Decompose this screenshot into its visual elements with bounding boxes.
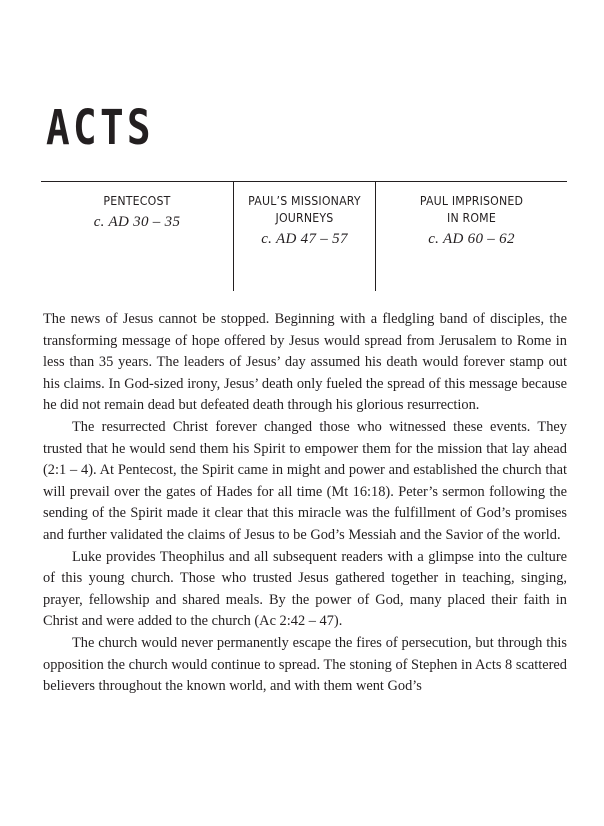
paragraph: Luke provides Theophilus and all subsequent readers with a glimpse into the culture of this young church. Those who trusted Jesus gathered together in teaching, singing, prayer, fellowship and shared meals. By the power of God, many placed their faith in Christ and were added to the church (Ac 2:42 – 47). bbox=[43, 548, 567, 630]
book-title: ACTS bbox=[46, 100, 154, 156]
timeline-period-pentecost bbox=[41, 182, 233, 291]
timeline-period-missionary-journeys bbox=[233, 182, 375, 291]
period-date: c. AD 47 – 57 bbox=[261, 231, 348, 247]
paragraph: The church would never permanently escape the fires of persecution, but through this opposition the church would continue to spread. The stoning of Stephen in Acts 8 scattered believers throughout the known world, and with them went God’s bbox=[43, 634, 567, 695]
timeline-period-imprisoned-rome bbox=[375, 182, 567, 291]
timeline-table bbox=[41, 181, 567, 291]
period-name: PENTECOST bbox=[103, 193, 171, 208]
body-text bbox=[43, 309, 567, 698]
period-date: c. AD 60 – 62 bbox=[428, 231, 515, 247]
paragraph: The resurrected Christ forever changed those who witnessed these events. They trusted that he would send them his Spirit to empower them for the mission that lay ahead (2:1 – 4). At Pentecost, the Spirit came in might and power and established the church that will prevail over the gates of Hades for all time (Mt 16:18). Peter’s sermon following the sending of the Spirit made it clear that this miracle was the fulfillment of God’s promises and further validated the claims of Jesus to be God’s Messiah and the Savior of the world. bbox=[43, 418, 567, 543]
period-name: PAUL’S MISSIONARY JOURNEYS bbox=[248, 193, 361, 225]
paragraph: The news of Jesus cannot be stopped. Beginning with a fledgling band of disciples, the transforming message of hope offered by Jesus would spread from Jerusalem to Rome in less than 35 years. The leaders of Jesus’ day assumed his death would forever stamp out his claims. In God-sized irony, Jesus’ death only fueled the spread of this message because he did not remain dead but defeated death through his glorious resurrection. bbox=[43, 311, 567, 414]
period-date: c. AD 30 – 35 bbox=[93, 214, 181, 230]
period-name: PAUL IMPRISONED IN ROME bbox=[419, 193, 524, 225]
